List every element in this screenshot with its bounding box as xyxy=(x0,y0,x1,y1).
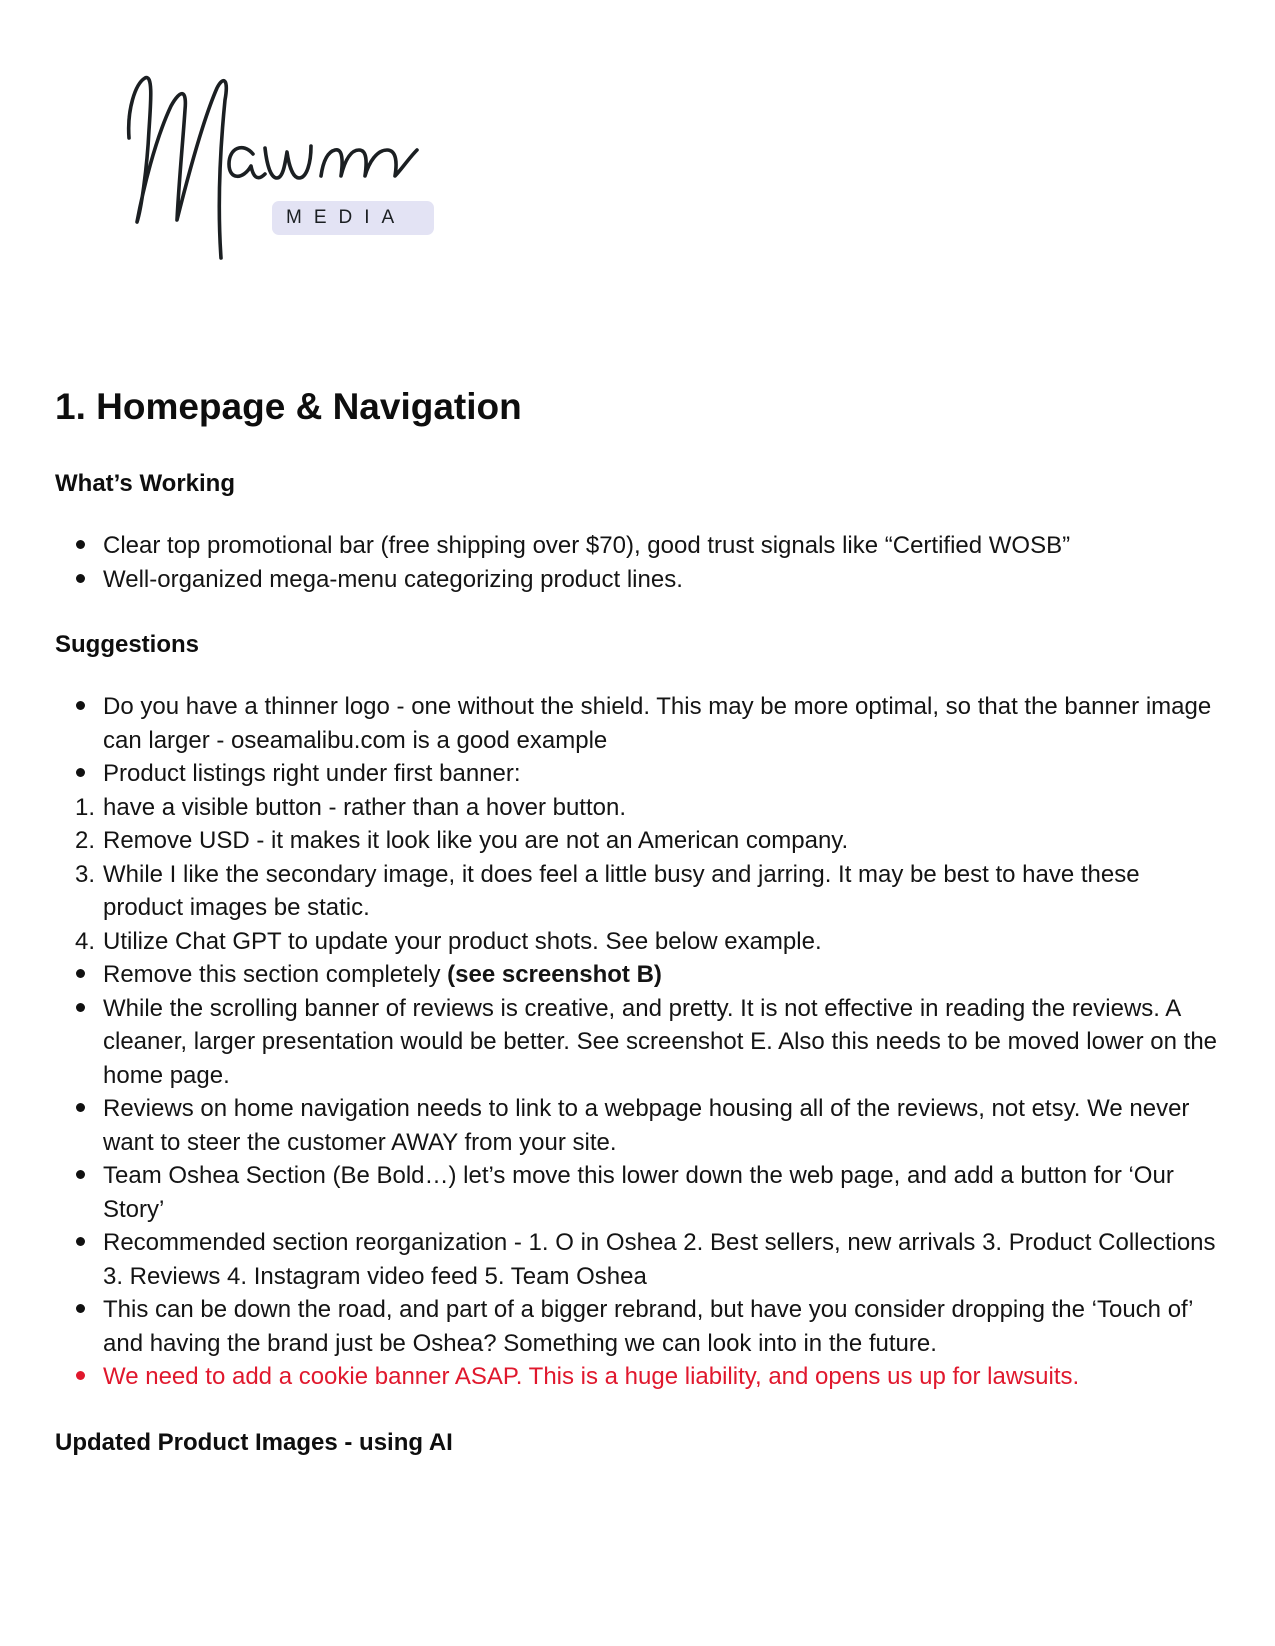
list-item: Product listings right under first banner: xyxy=(55,757,1225,791)
item-number: 4. xyxy=(74,927,95,955)
list-item: Clear top promotional bar (free shipping over $70), good trust signals like “Certified WOSB” xyxy=(55,529,1225,563)
updated-images-heading: Updated Product Images - using AI xyxy=(55,1428,453,1456)
bullet-icon xyxy=(55,563,95,597)
bullet-icon xyxy=(55,958,95,992)
bullet-icon xyxy=(55,1293,95,1327)
company-logo xyxy=(125,70,435,270)
suggestions-heading: Suggestions xyxy=(55,631,200,658)
logo-script-mark xyxy=(125,70,435,270)
bullet-icon xyxy=(55,1226,95,1260)
list-item: Reviews on home navigation needs to link to a webpage housing all of the reviews, not etsy. We never want to steer the customer AWAY from your site. xyxy=(55,1092,1225,1159)
numbered-item: 3. While I like the secondary image, it does feel a little busy and jarring. It may be best to have these product images be static. xyxy=(55,858,1225,925)
bullet-icon xyxy=(55,529,95,563)
whats-working-list xyxy=(55,529,1225,596)
list-item: Do you have a thinner logo - one without the shield. This may be more optimal, so that the banner image can larger - oseamalibu.com is a good example xyxy=(55,690,1225,757)
item-number: 3. xyxy=(74,860,95,888)
document-body xyxy=(55,385,1225,1488)
bullet-icon xyxy=(55,757,95,791)
item-number: 2. xyxy=(74,827,95,854)
numbered-item: 1. have a visible button - rather than a hover button. xyxy=(55,791,1225,825)
list-item: While the scrolling banner of reviews is creative, and pretty. It is not effective in reading the reviews. A cleaner, larger presentation would be better. See screenshot E. Also this needs to be moved lower on the home page. xyxy=(55,992,1225,1093)
screenshot-reference: (see screenshot B) xyxy=(447,961,662,988)
list-item: Recommended section reorganization - 1. O in Oshea 2. Best sellers, new arrivals 3. Product Collections 3. Reviews 4. Instagram video feed 5. Team Oshea xyxy=(55,1226,1225,1293)
bullet-icon xyxy=(55,690,95,724)
list-item: This can be down the road, and part of a bigger rebrand, but have you consider dropping the ‘Touch of’ and having the brand just be Oshea? Something we can look into in the future. xyxy=(55,1293,1225,1360)
bullet-icon xyxy=(55,1159,95,1193)
numbered-item: 4. Utilize Chat GPT to update your product shots. See below example. xyxy=(55,925,1225,959)
section-heading: 1. Homepage & Navigation xyxy=(55,386,522,427)
list-item: Remove this section completely (see screenshot B) xyxy=(55,958,1225,992)
item-number: 1. xyxy=(74,793,95,821)
bullet-icon xyxy=(55,1092,95,1126)
list-item: Team Oshea Section (Be Bold…) let’s move this lower down the web page, and add a button for ‘Our Story’ xyxy=(55,1159,1225,1226)
whats-working-heading: What’s Working xyxy=(55,470,235,497)
logo-badge: MEDIA xyxy=(272,201,434,235)
numbered-item: 2. Remove USD - it makes it look like you are not an American company. xyxy=(55,824,1225,858)
bullet-icon xyxy=(55,992,95,1026)
alert-list-item: We need to add a cookie banner ASAP. This is a huge liability, and opens us up for lawsuits. xyxy=(55,1360,1225,1394)
list-item: Well-organized mega-menu categorizing product lines. xyxy=(55,563,1225,597)
bullet-icon xyxy=(55,1360,95,1394)
suggestions-list xyxy=(55,690,1225,1394)
